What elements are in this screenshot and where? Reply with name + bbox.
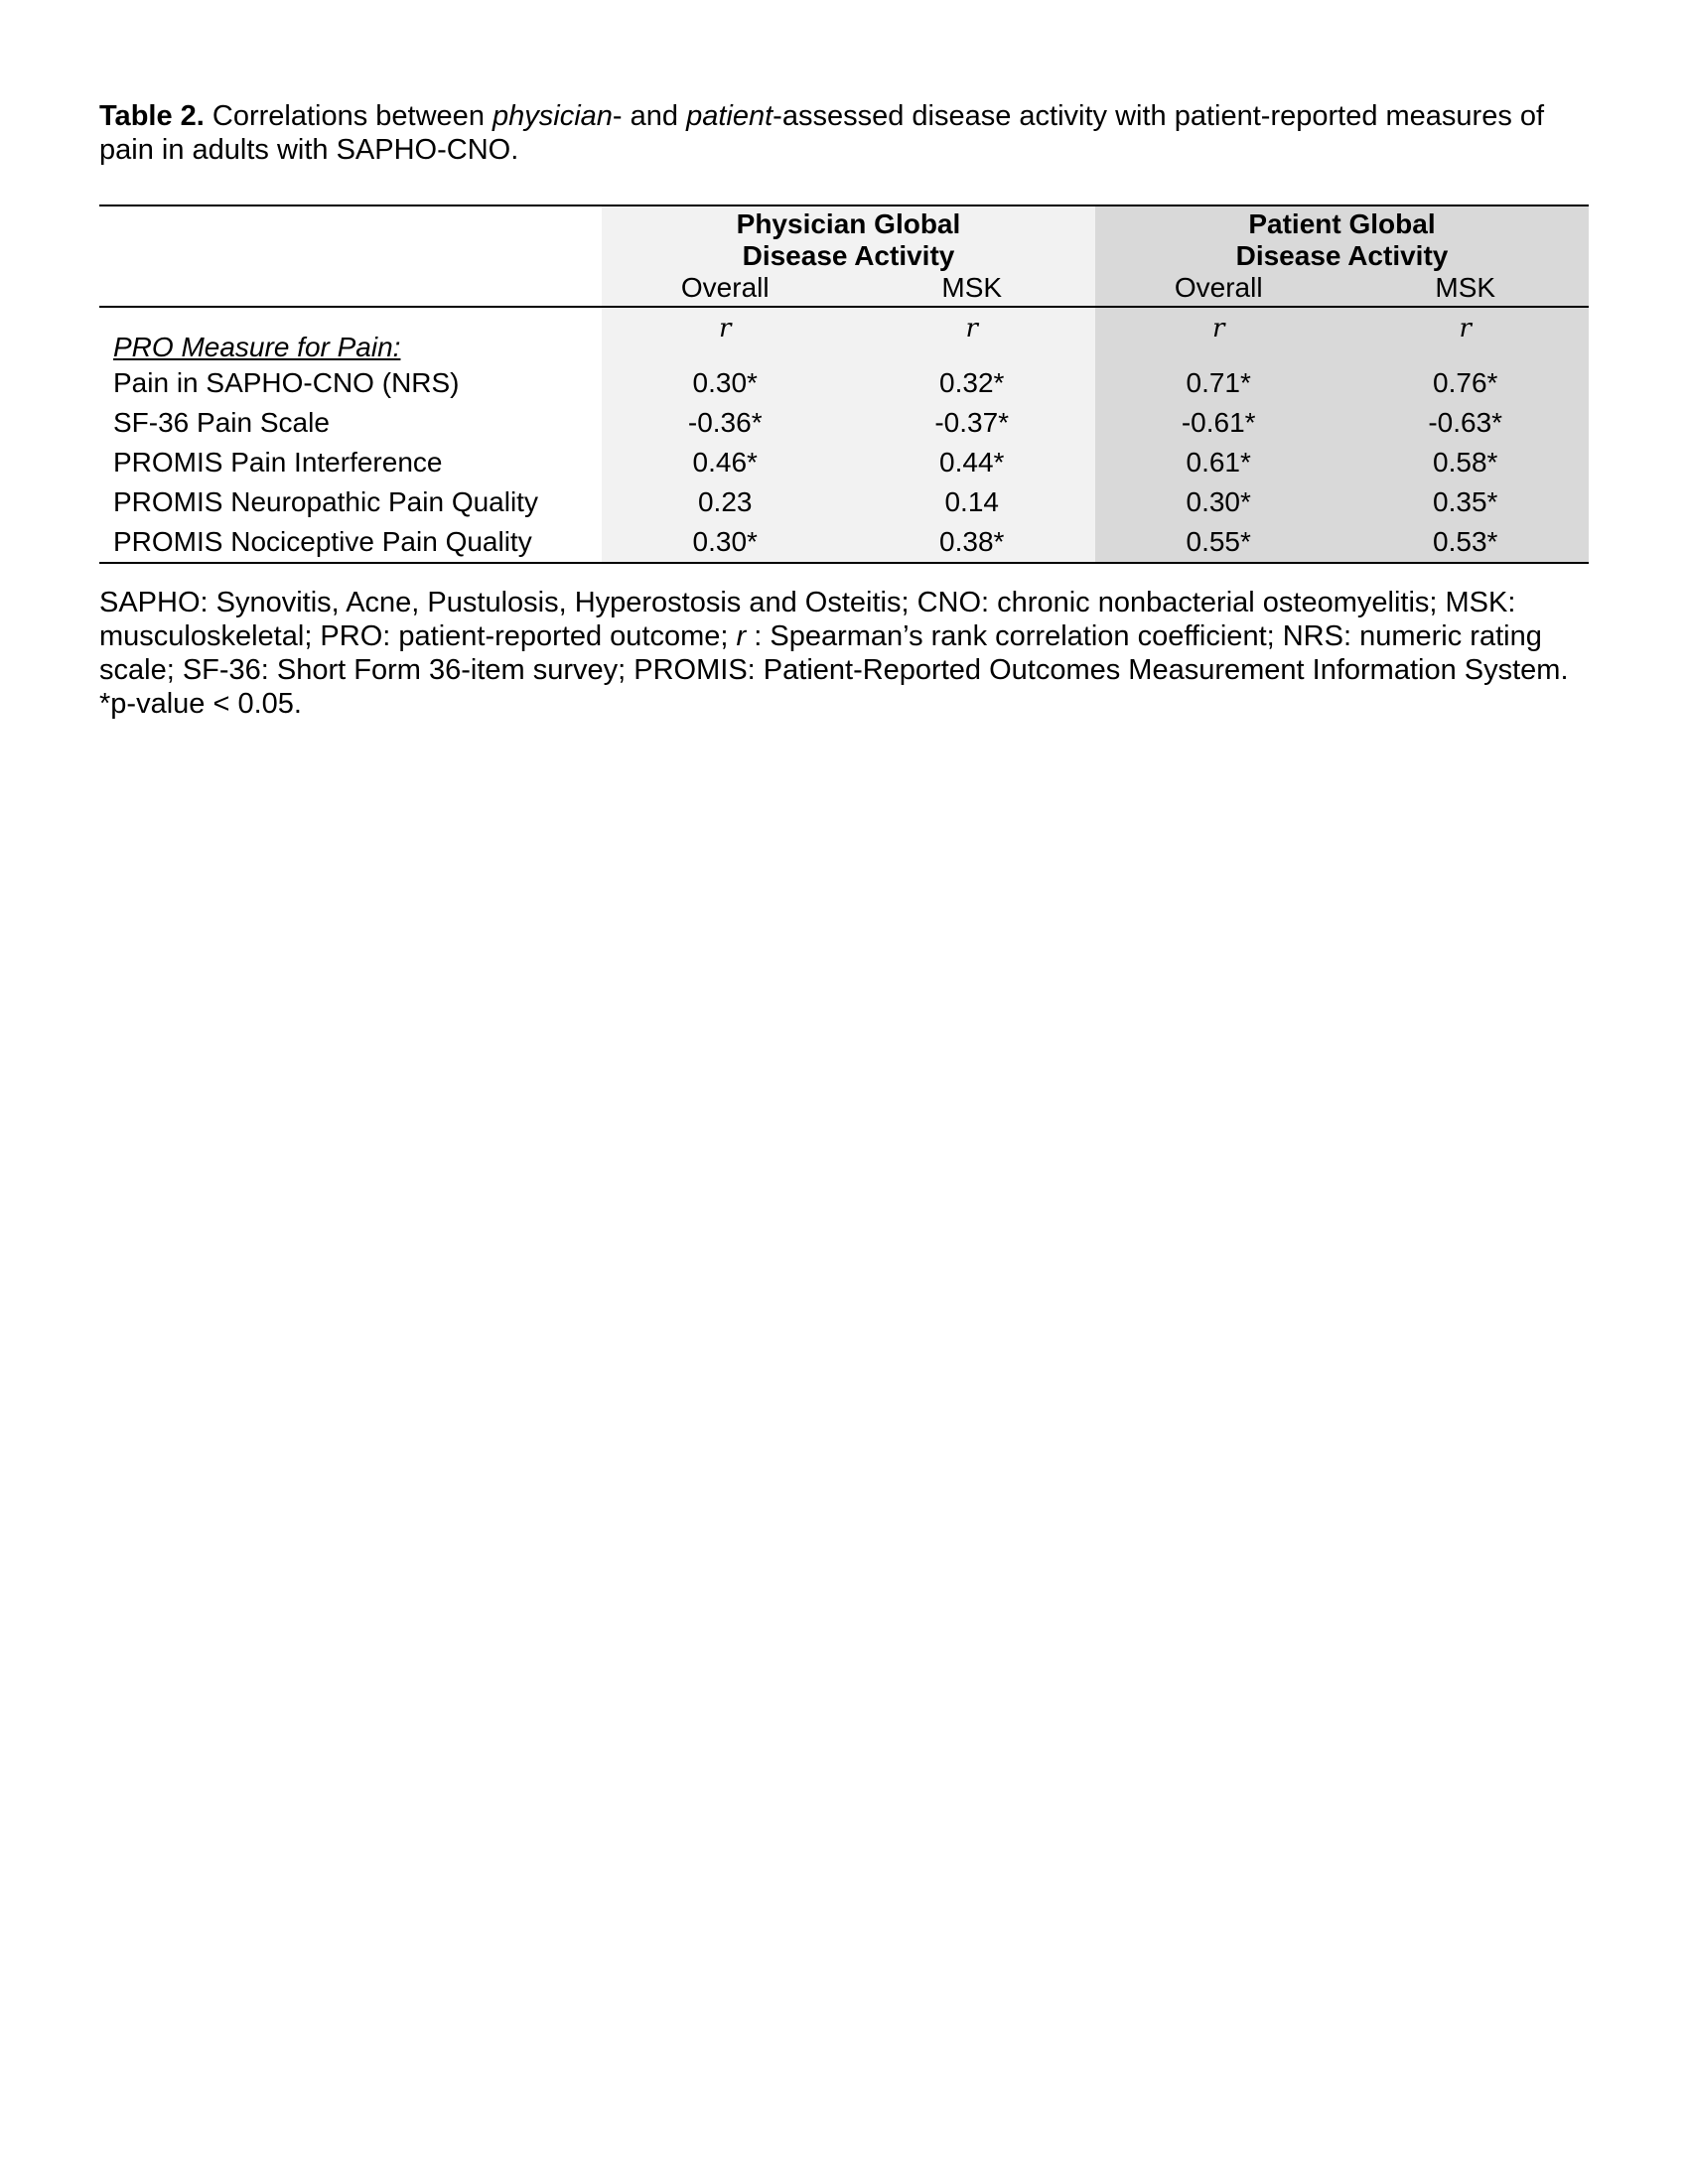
table-cell: 0.30* <box>1095 482 1341 522</box>
table-cell: 0.46* <box>602 443 848 482</box>
statistic-symbol: r <box>1095 307 1341 363</box>
statistic-row <box>99 307 1589 363</box>
table-cell: 0.23 <box>602 482 848 522</box>
subheader-cell: Overall <box>1095 272 1341 307</box>
table-cell: 0.35* <box>1341 482 1589 522</box>
caption-italic-physician: physician <box>492 100 613 132</box>
table-cell: 0.38* <box>848 522 1094 563</box>
table-cell: -0.37* <box>848 403 1094 443</box>
statistic-symbol: r <box>1341 307 1589 363</box>
correlation-table <box>99 205 1589 564</box>
table-cell: 0.30* <box>602 522 848 563</box>
group-title-line: Patient Global <box>1248 208 1436 239</box>
subheader-cell: MSK <box>1341 272 1589 307</box>
document-page <box>99 99 1589 720</box>
table-row <box>99 363 1589 403</box>
table-caption <box>99 99 1589 167</box>
table-cell: 0.61* <box>1095 443 1341 482</box>
row-label: PROMIS Pain Interference <box>113 447 443 478</box>
group-title-line: Disease Activity <box>1235 240 1449 271</box>
caption-text: Correlations between <box>204 100 492 132</box>
caption-label: Table 2. <box>99 100 205 132</box>
table-cell: 0.44* <box>848 443 1094 482</box>
footnote-text: : Spearman’s rank correlation coefficient; NRS: numeric rating scale; SF-36: Short Form 36-item survey; PROMIS: Patient-Reported Outcomes Measurement Information System. *p-value < 0.05. <box>99 620 1569 720</box>
subheader-cell: Overall <box>602 272 848 307</box>
caption-text: -assessed disease activity with patient-reported measures of pain in adults with SAPHO-CNO. <box>99 100 1545 166</box>
row-header-label: PRO Measure for Pain: <box>113 332 401 362</box>
table-row <box>99 522 1589 563</box>
subheader-row <box>99 272 1589 307</box>
table-row <box>99 482 1589 522</box>
group-header-patient <box>1095 205 1589 272</box>
group-title-line: Physician Global <box>736 208 961 239</box>
table-row <box>99 403 1589 443</box>
statistic-symbol: r <box>848 307 1094 363</box>
row-label: SF-36 Pain Scale <box>113 407 330 438</box>
caption-text: - and <box>612 100 687 132</box>
table-cell: 0.71* <box>1095 363 1341 403</box>
group-header-physician <box>602 205 1095 272</box>
caption-italic-patient: patient <box>686 100 774 132</box>
table-cell: 0.76* <box>1341 363 1589 403</box>
row-label: PROMIS Neuropathic Pain Quality <box>113 486 538 517</box>
group-header-row <box>99 205 1589 272</box>
table-footnote <box>99 586 1589 721</box>
statistic-symbol: r <box>602 307 848 363</box>
row-label: PROMIS Nociceptive Pain Quality <box>99 522 602 563</box>
table-cell: 0.32* <box>848 363 1094 403</box>
table-cell: -0.36* <box>602 403 848 443</box>
table-row <box>99 443 1589 482</box>
group-title-line: Disease Activity <box>742 240 955 271</box>
footnote-italic-r: r <box>736 620 747 652</box>
table-cell: -0.61* <box>1095 403 1341 443</box>
table-cell: -0.63* <box>1341 403 1589 443</box>
subheader-cell: MSK <box>848 272 1094 307</box>
table-cell: 0.53* <box>1341 522 1589 563</box>
table-cell: 0.30* <box>602 363 848 403</box>
row-label: Pain in SAPHO-CNO (NRS) <box>113 367 460 398</box>
table-cell: 0.58* <box>1341 443 1589 482</box>
table-cell: 0.55* <box>1095 522 1341 563</box>
table-cell: 0.14 <box>848 482 1094 522</box>
footnote-text: SAPHO: Synovitis, Acne, Pustulosis, Hyperostosis and Osteitis; CNO: chronic nonbacterial osteomyelitis; MSK: musculoskeletal; PRO: patient-reported outcome; <box>99 587 1516 652</box>
